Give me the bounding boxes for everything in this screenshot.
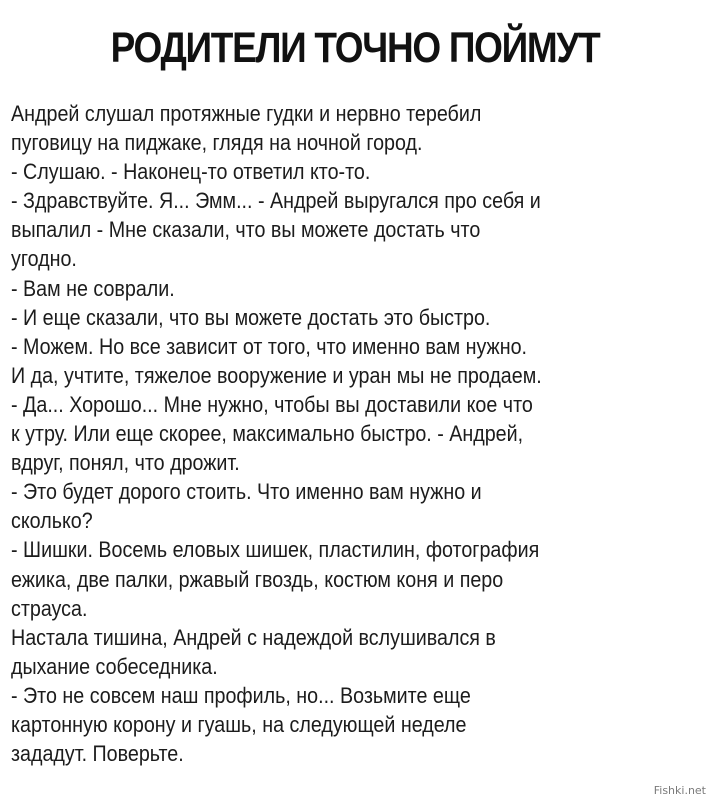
story-line: угодно. [11,246,77,272]
story-line: сколько? [11,508,93,534]
story-line: Андрей слушал протяжные гудки и нервно теребил [11,101,482,126]
story-line: И да, учтите, тяжелое вооружение и уран мы не продаем. [11,362,542,388]
story-line: - Это будет дорого стоить. Что именно вам нужно и [11,479,482,505]
story-line: страуса. [11,595,88,621]
story-line: - Вам не соврали. [11,275,175,301]
story-line: - Это не совсем наш профиль, но... Возьмите еще [11,682,471,708]
watermark: Fishki.net [653,784,706,797]
story-line: зададут. Поверьте. [11,741,184,767]
story-line: пуговицу на пиджаке, глядя на ночной город. [11,130,423,156]
story-line: к утру. Или еще скорее, максимально быстро. - Андрей, [11,421,524,447]
story-line: - Шишки. Восемь еловых шишек, пластилин, фотография [11,537,540,563]
story-line: вдруг, понял, что дрожит. [11,450,240,476]
story-line: - Здравствуйте. Я... Эмм... - Андрей выругался про себя и [11,188,541,214]
story-line: - Да... Хорошо... Мне нужно, чтобы вы доставили кое что [11,391,533,417]
story-line: картонную корону и гуашь, на следующей неделе [11,711,467,737]
story-line: - Слушаю. - Наконец-то ответил кто-то. [11,159,371,185]
story-line: - И еще сказали, что вы можете достать это быстро. [11,304,491,330]
story-line: Настала тишина, Андрей с надеждой вслушивался в [11,624,496,650]
story-text [11,99,710,768]
page-title: РОДИТЕЛИ ТОЧНО ПОЙМУТ [110,24,600,72]
story-line: ежика, две палки, ржавый гвоздь, костюм коня и перо [11,566,504,592]
story-line: дыхание собеседника. [11,653,218,679]
story-line: выпалил - Мне сказали, что вы можете достать что [11,217,481,243]
story-line: - Можем. Но все зависит от того, что именно вам нужно. [11,333,528,359]
